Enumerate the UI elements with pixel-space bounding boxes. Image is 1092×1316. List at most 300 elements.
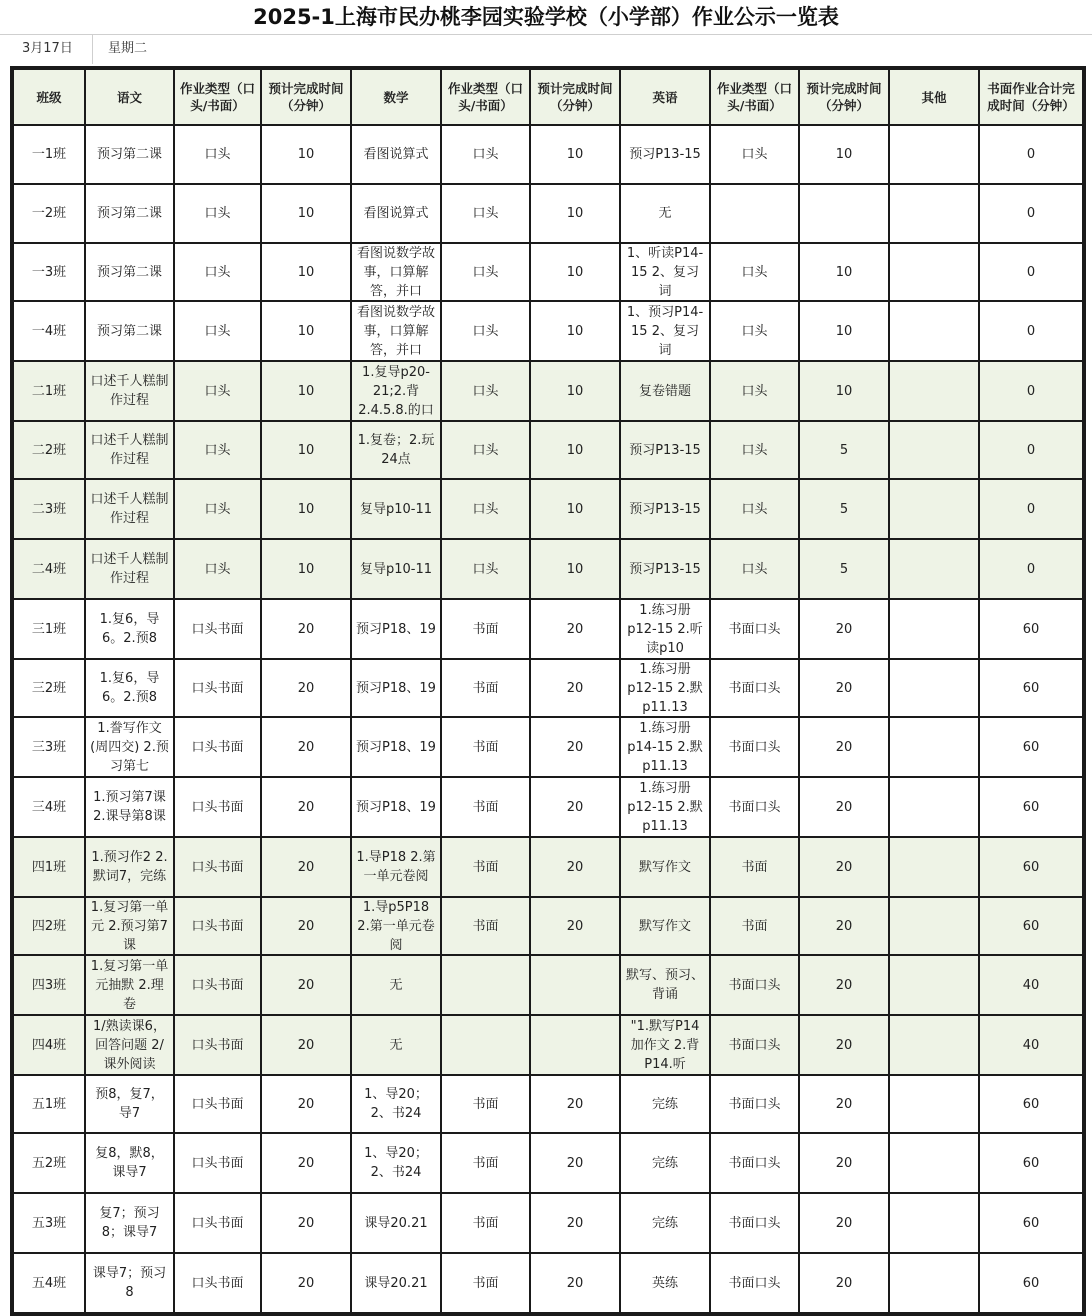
cell-english-type: [710, 1133, 799, 1193]
cell-english-text: 完练: [651, 1096, 678, 1112]
cell-total-text: 0: [1026, 147, 1036, 162]
cell-math-time-text: 20: [566, 1155, 584, 1171]
cell-class-text: 三1班: [31, 621, 67, 637]
cell-english-time-text: 20: [835, 977, 853, 993]
cell-english-time: [799, 1075, 889, 1133]
cell-math-time: [530, 1253, 620, 1314]
cell-chinese-time-text: 10: [297, 323, 315, 339]
cell-chinese-type-text: 口头: [204, 264, 231, 280]
cell-math-time-text: 10: [566, 442, 584, 458]
cell-chinese-type-text: 口头书面: [191, 621, 244, 637]
cell-class-text: 五1班: [31, 1096, 67, 1112]
cell-chinese-time-text: 10: [297, 264, 315, 280]
cell-chinese-text: 口述千人糕制作过程: [90, 433, 169, 467]
cell-english-time: [799, 897, 889, 955]
cell-math-text: 预习P18、19: [356, 799, 436, 815]
cell-math-type: [441, 717, 530, 777]
cell-class-text: 四2班: [31, 918, 67, 934]
cell-chinese-time-text: 10: [297, 206, 315, 221]
cell-english-time-text: 5: [839, 442, 849, 458]
cell-total: [979, 184, 1084, 243]
cell-english-type-text: 书面口头: [728, 1215, 781, 1231]
cell-chinese-time-text: 20: [297, 1275, 315, 1291]
cell-chinese-time: [261, 1075, 351, 1133]
cell-chinese-type: [174, 717, 261, 777]
cell-class: [12, 421, 85, 479]
cell-chinese-text: 1.预习第7课 2.课导第8课: [93, 790, 166, 824]
cell-english: [620, 301, 710, 361]
cell-english: [620, 1133, 710, 1193]
cell-math-time: [530, 777, 620, 837]
cell-class: [12, 717, 85, 777]
cell-chinese-time: [261, 539, 351, 599]
cell-math-time-text: 20: [566, 680, 584, 696]
cell-total-text: 40: [1022, 1037, 1040, 1053]
cell-class-text: 二3班: [31, 501, 67, 517]
cell-math: [351, 243, 441, 301]
cell-english: [620, 421, 710, 479]
cell-english-time-text: 20: [835, 1275, 853, 1291]
cell-math-text: 无: [389, 977, 403, 993]
cell-math-time: [530, 1193, 620, 1253]
cell-chinese-time: [261, 243, 351, 301]
header-other: 其他: [889, 68, 979, 125]
table-row: [12, 125, 1084, 184]
cell-chinese-type: [174, 421, 261, 479]
cell-chinese-text: 口述千人糕制作过程: [90, 374, 169, 408]
cell-other: [889, 777, 979, 837]
cell-math-type: [441, 243, 530, 301]
cell-math-text: 看图说算式: [363, 206, 429, 221]
cell-english-type-text: 书面: [741, 859, 768, 875]
cell-total: [979, 1253, 1084, 1314]
cell-chinese-type-text: 口头书面: [191, 1215, 244, 1231]
cell-english-type-text: 口头: [741, 264, 768, 280]
cell-chinese-time-text: 10: [297, 383, 315, 399]
cell-math-text: 课导20.21: [364, 1215, 428, 1231]
cell-chinese: [85, 361, 174, 421]
table-row: [12, 599, 1084, 659]
header-class: 班级: [12, 68, 85, 125]
cell-total-text: 60: [1022, 1215, 1040, 1231]
cell-english: [620, 955, 710, 1015]
cell-english: [620, 479, 710, 539]
cell-chinese-text: 口述千人糕制作过程: [90, 492, 169, 526]
cell-english: [620, 897, 710, 955]
cell-chinese-type: [174, 1193, 261, 1253]
cell-total-text: 0: [1026, 323, 1036, 339]
cell-total: [979, 1133, 1084, 1193]
cell-other: [889, 837, 979, 897]
cell-math-time-text: 10: [566, 561, 584, 577]
cell-math-text: 1.复卷；2.玩24点: [357, 433, 435, 467]
table-row: [12, 1193, 1084, 1253]
cell-math-type: [441, 837, 530, 897]
cell-chinese-text: 预习第二课: [96, 147, 162, 162]
cell-class: [12, 777, 85, 837]
cell-class-text: 一3班: [31, 264, 67, 280]
cell-english-type-text: 书面口头: [728, 680, 781, 696]
cell-chinese-time: [261, 1193, 351, 1253]
cell-math-type: [441, 777, 530, 837]
cell-chinese-time-text: 10: [297, 561, 315, 577]
cell-chinese-type-text: 口头: [204, 561, 231, 577]
cell-other: [889, 479, 979, 539]
cell-chinese-type: [174, 479, 261, 539]
cell-math-type-text: 书面: [472, 799, 499, 815]
header-english: 英语: [620, 68, 710, 125]
cell-total: [979, 659, 1084, 717]
cell-total-text: 0: [1026, 442, 1036, 458]
cell-math-type: [441, 955, 530, 1015]
cell-math-time-text: 10: [566, 206, 584, 221]
cell-english-type-text: 书面: [741, 918, 768, 934]
cell-english: [620, 599, 710, 659]
cell-math-type: [441, 361, 530, 421]
cell-total-text: 60: [1022, 799, 1040, 815]
cell-total-text: 0: [1026, 264, 1036, 280]
cell-class-text: 三2班: [31, 680, 67, 696]
cell-chinese-time-text: 20: [297, 1037, 315, 1053]
cell-class: [12, 1075, 85, 1133]
cell-math: [351, 1193, 441, 1253]
cell-chinese-time: [261, 361, 351, 421]
cell-english-time-text: 20: [835, 621, 853, 637]
cell-english-time-text: 20: [835, 1096, 853, 1112]
cell-chinese-time: [261, 717, 351, 777]
header-chinese-time: 预计完成时间（分钟）: [261, 68, 351, 125]
cell-other: [889, 659, 979, 717]
cell-english-text: 复卷错题: [638, 383, 691, 399]
cell-english-type: [710, 837, 799, 897]
cell-total: [979, 897, 1084, 955]
cell-chinese-time-text: 10: [297, 501, 315, 517]
cell-math-text: 课导20.21: [364, 1275, 428, 1291]
cell-chinese-time: [261, 897, 351, 955]
cell-math-text: 1.复导p20-21;2.背2.4.5.8.的口: [358, 364, 434, 418]
cell-total: [979, 539, 1084, 599]
cell-math-time-text: 20: [566, 739, 584, 755]
cell-chinese-time: [261, 1015, 351, 1075]
cell-other: [889, 184, 979, 243]
cell-total: [979, 243, 1084, 301]
cell-english-time: [799, 539, 889, 599]
cell-class: [12, 1133, 85, 1193]
cell-math-time-text: 10: [566, 147, 584, 162]
cell-math-text: 预习P18、19: [356, 621, 436, 637]
cell-math-type-text: 口头: [472, 501, 499, 517]
cell-english: [620, 717, 710, 777]
cell-chinese-text: 预习第二课: [96, 264, 162, 280]
cell-total-text: 0: [1026, 383, 1036, 399]
cell-total-text: 0: [1026, 206, 1036, 221]
cell-other: [889, 539, 979, 599]
cell-total-text: 60: [1022, 859, 1040, 875]
cell-math-type-text: 口头: [472, 383, 499, 399]
cell-math: [351, 1253, 441, 1314]
cell-other: [889, 717, 979, 777]
cell-other: [889, 1133, 979, 1193]
cell-english-text: "1.默写P14加作文 2.背P14.听: [630, 1018, 700, 1072]
cell-math-time: [530, 184, 620, 243]
cell-chinese: [85, 777, 174, 837]
cell-english: [620, 777, 710, 837]
cell-math-type-text: 书面: [472, 739, 499, 755]
cell-class: [12, 184, 85, 243]
weekday-label: 星期二: [108, 41, 148, 56]
cell-class: [12, 1015, 85, 1075]
cell-english-time: [799, 837, 889, 897]
cell-math: [351, 539, 441, 599]
cell-chinese-type: [174, 777, 261, 837]
cell-english-text: 1.练习册p14-15 2.默p11.13: [627, 720, 703, 774]
cell-chinese-text: 1.复6，导6。2.预8: [99, 612, 160, 646]
cell-class-text: 一2班: [31, 206, 67, 221]
cell-math-type-text: 书面: [472, 680, 499, 696]
cell-english-type: [710, 1253, 799, 1314]
cell-other: [889, 361, 979, 421]
cell-math-text: 看图说数学故事，口算解答，并口: [356, 304, 435, 358]
cell-math: [351, 125, 441, 184]
cell-chinese: [85, 1193, 174, 1253]
cell-class: [12, 599, 85, 659]
cell-chinese-time: [261, 1133, 351, 1193]
cell-math: [351, 717, 441, 777]
cell-chinese-text: 1.誊写作文(周四交) 2.预习第七: [90, 720, 169, 774]
table-row: [12, 301, 1084, 361]
cell-math-text: 1.导P18 2.第一单元卷阅: [356, 850, 436, 884]
cell-class: [12, 361, 85, 421]
cell-math-time-text: 20: [566, 799, 584, 815]
cell-class: [12, 1253, 85, 1314]
cell-english-text: 完练: [651, 1215, 678, 1231]
cell-math: [351, 777, 441, 837]
cell-total: [979, 479, 1084, 539]
cell-math-time-text: 10: [566, 383, 584, 399]
cell-math-type-text: 口头: [472, 442, 499, 458]
cell-chinese-type: [174, 184, 261, 243]
cell-math-text: 预习P18、19: [356, 680, 436, 696]
header-math-type: 作业类型（口头/书面）: [441, 68, 530, 125]
cell-math-text: 1.导p5P18 2.第一单元卷阅: [357, 899, 435, 953]
cell-chinese-time-text: 20: [297, 977, 315, 993]
cell-english-time: [799, 301, 889, 361]
cell-class: [12, 955, 85, 1015]
cell-chinese-text: 口述千人糕制作过程: [90, 552, 169, 586]
cell-chinese: [85, 479, 174, 539]
cell-english: [620, 1015, 710, 1075]
cell-math-time: [530, 1133, 620, 1193]
cell-math-time: [530, 1075, 620, 1133]
cell-chinese-type-text: 口头书面: [191, 859, 244, 875]
cell-math: [351, 1015, 441, 1075]
cell-math-time: [530, 539, 620, 599]
cell-chinese-time-text: 20: [297, 739, 315, 755]
cell-english-time-text: 5: [839, 501, 849, 517]
cell-english-type-text: 书面口头: [728, 799, 781, 815]
cell-english-text: 1、听读P14-15 2、复习词: [626, 245, 704, 299]
cell-chinese-text: 1.复6，导6。2.预8: [99, 671, 160, 705]
cell-math-type: [441, 125, 530, 184]
table-row: [12, 361, 1084, 421]
page-title: 2025-1上海市民办桃李园实验学校（小学部）作业公示一览表: [0, 0, 1092, 35]
cell-class: [12, 125, 85, 184]
cell-chinese-type-text: 口头书面: [191, 918, 244, 934]
cell-chinese-text: 课导7；预习8: [92, 1266, 167, 1300]
cell-chinese: [85, 301, 174, 361]
cell-math-type: [441, 1015, 530, 1075]
cell-total: [979, 125, 1084, 184]
homework-table: [10, 66, 1086, 1316]
cell-english-type: [710, 539, 799, 599]
cell-chinese-text: 复8，默8，课导7: [95, 1146, 164, 1180]
cell-chinese: [85, 539, 174, 599]
cell-english-time-text: 5: [839, 561, 849, 577]
cell-chinese: [85, 1075, 174, 1133]
cell-english-time-text: 20: [835, 859, 853, 875]
cell-class-text: 五4班: [31, 1275, 67, 1291]
cell-class-text: 四3班: [31, 977, 67, 993]
cell-other: [889, 1015, 979, 1075]
cell-chinese-time: [261, 955, 351, 1015]
cell-math-type: [441, 421, 530, 479]
header-row: [12, 68, 1084, 125]
cell-english-type: [710, 717, 799, 777]
table-row: [12, 539, 1084, 599]
cell-math-time-text: 10: [566, 323, 584, 339]
table-row: [12, 717, 1084, 777]
cell-math-text: 1、导20；2、书24: [364, 1146, 428, 1180]
cell-chinese-type-text: 口头书面: [191, 1275, 244, 1291]
cell-total-text: 60: [1022, 680, 1040, 696]
cell-other: [889, 1193, 979, 1253]
cell-english-time: [799, 659, 889, 717]
cell-math: [351, 361, 441, 421]
cell-math-type-text: 口头: [472, 264, 499, 280]
cell-english-time-text: 20: [835, 1037, 853, 1053]
table-row: [12, 479, 1084, 539]
cell-english-time: [799, 1193, 889, 1253]
table-row: [12, 837, 1084, 897]
cell-chinese-time: [261, 479, 351, 539]
header-english-type: 作业类型（口头/书面）: [710, 68, 799, 125]
cell-math-time-text: 20: [566, 621, 584, 637]
cell-chinese-type-text: 口头: [204, 147, 231, 162]
cell-english-type-text: 书面口头: [728, 1096, 781, 1112]
cell-math-time: [530, 361, 620, 421]
cell-chinese: [85, 1253, 174, 1314]
cell-english-time-text: 20: [835, 1155, 853, 1171]
cell-chinese-type: [174, 897, 261, 955]
header-chinese-type: 作业类型（口头/书面）: [174, 68, 261, 125]
cell-english-text: 预习P13-15: [629, 561, 701, 577]
cell-chinese-type-text: 口头书面: [191, 799, 244, 815]
table-row: [12, 897, 1084, 955]
cell-english-type: [710, 955, 799, 1015]
cell-english-type: [710, 897, 799, 955]
cell-math-text: 1、导20；2、书24: [364, 1087, 428, 1121]
cell-chinese: [85, 243, 174, 301]
cell-class-text: 五2班: [31, 1155, 67, 1171]
cell-english-type: [710, 361, 799, 421]
cell-english-type-text: 口头: [741, 442, 768, 458]
header-total: 书面作业合计完成时间（分钟）: [979, 68, 1084, 125]
cell-english-text: 预习P13-15: [629, 442, 701, 458]
cell-english-type: [710, 421, 799, 479]
cell-english-type-text: 书面口头: [728, 1275, 781, 1291]
cell-math: [351, 1133, 441, 1193]
cell-english-time: [799, 1133, 889, 1193]
cell-class-text: 一1班: [31, 147, 67, 162]
cell-english-text: 1.练习册p12-15 2.默p11.13: [627, 780, 703, 834]
cell-total-text: 60: [1022, 739, 1040, 755]
cell-chinese-type-text: 口头: [204, 383, 231, 399]
cell-math: [351, 837, 441, 897]
cell-class: [12, 1193, 85, 1253]
cell-english-type: [710, 479, 799, 539]
cell-total-text: 60: [1022, 1096, 1040, 1112]
cell-class-text: 三3班: [31, 739, 67, 755]
cell-math-type-text: 书面: [472, 1215, 499, 1231]
cell-english-time: [799, 1253, 889, 1314]
cell-math-text: 无: [389, 1037, 403, 1053]
cell-chinese-type-text: 口头: [204, 323, 231, 339]
cell-english-text: 无: [658, 206, 672, 221]
cell-chinese-type-text: 口头: [204, 206, 231, 221]
cell-chinese-type: [174, 599, 261, 659]
cell-chinese-time: [261, 125, 351, 184]
cell-english: [620, 539, 710, 599]
cell-english-text: 默写作文: [638, 918, 691, 934]
header-math: 数学: [351, 68, 441, 125]
cell-english-type: [710, 243, 799, 301]
cell-math-time: [530, 837, 620, 897]
cell-english-time: [799, 184, 889, 243]
cell-chinese-type: [174, 955, 261, 1015]
cell-other: [889, 897, 979, 955]
cell-english-type-text: 书面口头: [728, 621, 781, 637]
cell-math-type: [441, 479, 530, 539]
cell-english-time: [799, 361, 889, 421]
cell-total: [979, 1015, 1084, 1075]
cell-math-type-text: 口头: [472, 206, 499, 221]
cell-chinese: [85, 955, 174, 1015]
cell-chinese: [85, 184, 174, 243]
table-row: [12, 659, 1084, 717]
cell-chinese-text: 1.预习作2 2.默词7，完练: [91, 850, 168, 884]
table-row: [12, 184, 1084, 243]
header-english-time: 预计完成时间（分钟）: [799, 68, 889, 125]
cell-english-time-text: 10: [835, 264, 853, 280]
cell-class-text: 四1班: [31, 859, 67, 875]
cell-math: [351, 301, 441, 361]
cell-english-time-text: 20: [835, 739, 853, 755]
cell-total: [979, 955, 1084, 1015]
cell-english-time-text: 20: [835, 799, 853, 815]
cell-chinese: [85, 599, 174, 659]
cell-english-type-text: 口头: [741, 501, 768, 517]
cell-class: [12, 539, 85, 599]
cell-chinese-type: [174, 243, 261, 301]
cell-english: [620, 1193, 710, 1253]
date-label: 3月17日: [22, 34, 93, 64]
cell-chinese-time: [261, 1253, 351, 1314]
cell-chinese-time-text: 20: [297, 621, 315, 637]
cell-class-text: 一4班: [31, 323, 67, 339]
cell-class: [12, 243, 85, 301]
cell-other: [889, 125, 979, 184]
cell-english-text: 英练: [651, 1275, 678, 1291]
